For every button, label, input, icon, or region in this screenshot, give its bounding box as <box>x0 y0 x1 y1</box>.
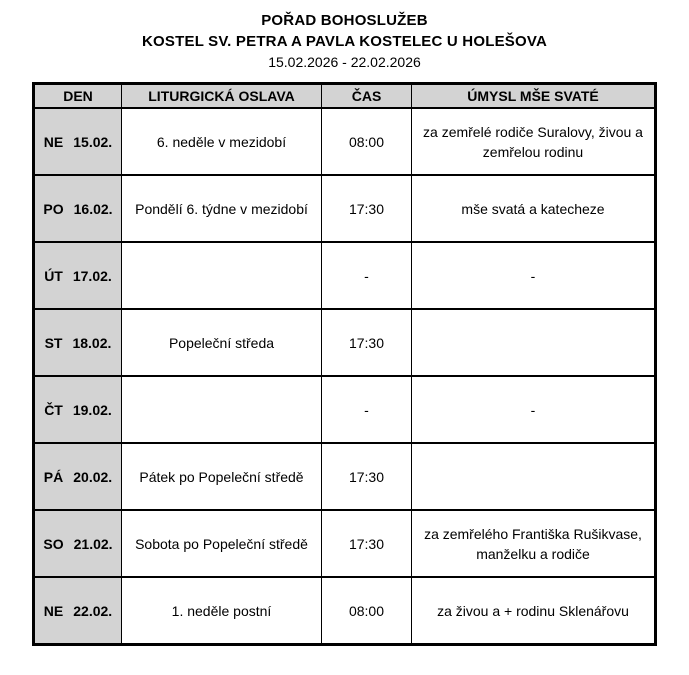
intention-cell: - <box>412 242 656 309</box>
table-row <box>34 376 656 443</box>
table-row <box>34 577 656 645</box>
time-cell: 08:00 <box>322 108 412 175</box>
day-date: 15.02. <box>73 133 113 150</box>
day-abbr: ÚT <box>44 267 63 284</box>
day-abbr: PÁ <box>43 468 64 485</box>
schedule-table <box>32 82 657 646</box>
time-cell: 17:30 <box>322 175 412 242</box>
intention-cell: za zemřelé rodiče Suralovy, živou a zemřelou rodinu <box>412 108 656 175</box>
celebration-cell: Pondělí 6. týdne v mezidobí <box>122 175 322 242</box>
day-abbr: PO <box>43 200 64 217</box>
time-cell: 08:00 <box>322 577 412 645</box>
intention-cell <box>412 443 656 510</box>
intention-cell: - <box>412 376 656 443</box>
table-row <box>34 108 656 175</box>
day-cell <box>34 376 122 443</box>
time-cell: - <box>322 242 412 309</box>
date-range: 15.02.2026 - 22.02.2026 <box>268 54 421 70</box>
table-body <box>34 108 656 645</box>
column-header-umysl-mse-svate: ÚMYSL MŠE SVATÉ <box>412 84 656 109</box>
day-cell <box>34 175 122 242</box>
celebration-cell: Sobota po Popeleční středě <box>122 510 322 577</box>
day-abbr: ST <box>44 334 63 351</box>
time-cell: 17:30 <box>322 443 412 510</box>
celebration-cell: 6. neděle v mezidobí <box>122 108 322 175</box>
document-header <box>0 0 689 73</box>
celebration-cell: 1. neděle postní <box>122 577 322 645</box>
day-date: 20.02. <box>73 468 113 485</box>
day-abbr: NE <box>43 602 64 619</box>
day-cell <box>34 510 122 577</box>
intention-cell <box>412 309 656 376</box>
celebration-cell: Pátek po Popeleční středě <box>122 443 322 510</box>
day-date: 16.02. <box>73 200 113 217</box>
day-cell <box>34 242 122 309</box>
day-date: 17.02. <box>72 267 112 284</box>
day-abbr: NE <box>43 133 64 150</box>
day-cell <box>34 443 122 510</box>
day-abbr: ČT <box>44 401 63 418</box>
day-date: 18.02. <box>72 334 112 351</box>
intention-cell: za zemřelého Františka Rušikvase, manželku a rodiče <box>412 510 656 577</box>
day-cell <box>34 309 122 376</box>
table-row <box>34 510 656 577</box>
celebration-cell <box>122 242 322 309</box>
celebration-cell <box>122 376 322 443</box>
time-cell: 17:30 <box>322 309 412 376</box>
day-date: 19.02. <box>72 401 112 418</box>
day-date: 22.02. <box>73 602 113 619</box>
header-row <box>34 84 656 109</box>
table-row <box>34 309 656 376</box>
table-header <box>34 84 656 109</box>
column-header-cas: ČAS <box>322 84 412 109</box>
day-date: 21.02. <box>73 535 113 552</box>
church-subtitle: KOSTEL SV. PETRA A PAVLA KOSTELEC U HOLEŠOVA <box>142 33 547 50</box>
celebration-cell: Popeleční středa <box>122 309 322 376</box>
time-cell: - <box>322 376 412 443</box>
column-header-liturgicka-oslava: LITURGICKÁ OSLAVA <box>122 84 322 109</box>
intention-cell: mše svatá a katecheze <box>412 175 656 242</box>
table-row <box>34 242 656 309</box>
day-cell <box>34 577 122 645</box>
table-row <box>34 175 656 242</box>
page-title: POŘAD BOHOSLUŽEB <box>261 12 428 29</box>
day-abbr: SO <box>43 535 64 552</box>
table-row <box>34 443 656 510</box>
time-cell: 17:30 <box>322 510 412 577</box>
intention-cell: za živou a + rodinu Sklenářovu <box>412 577 656 645</box>
column-header-den: DEN <box>34 84 122 109</box>
day-cell <box>34 108 122 175</box>
